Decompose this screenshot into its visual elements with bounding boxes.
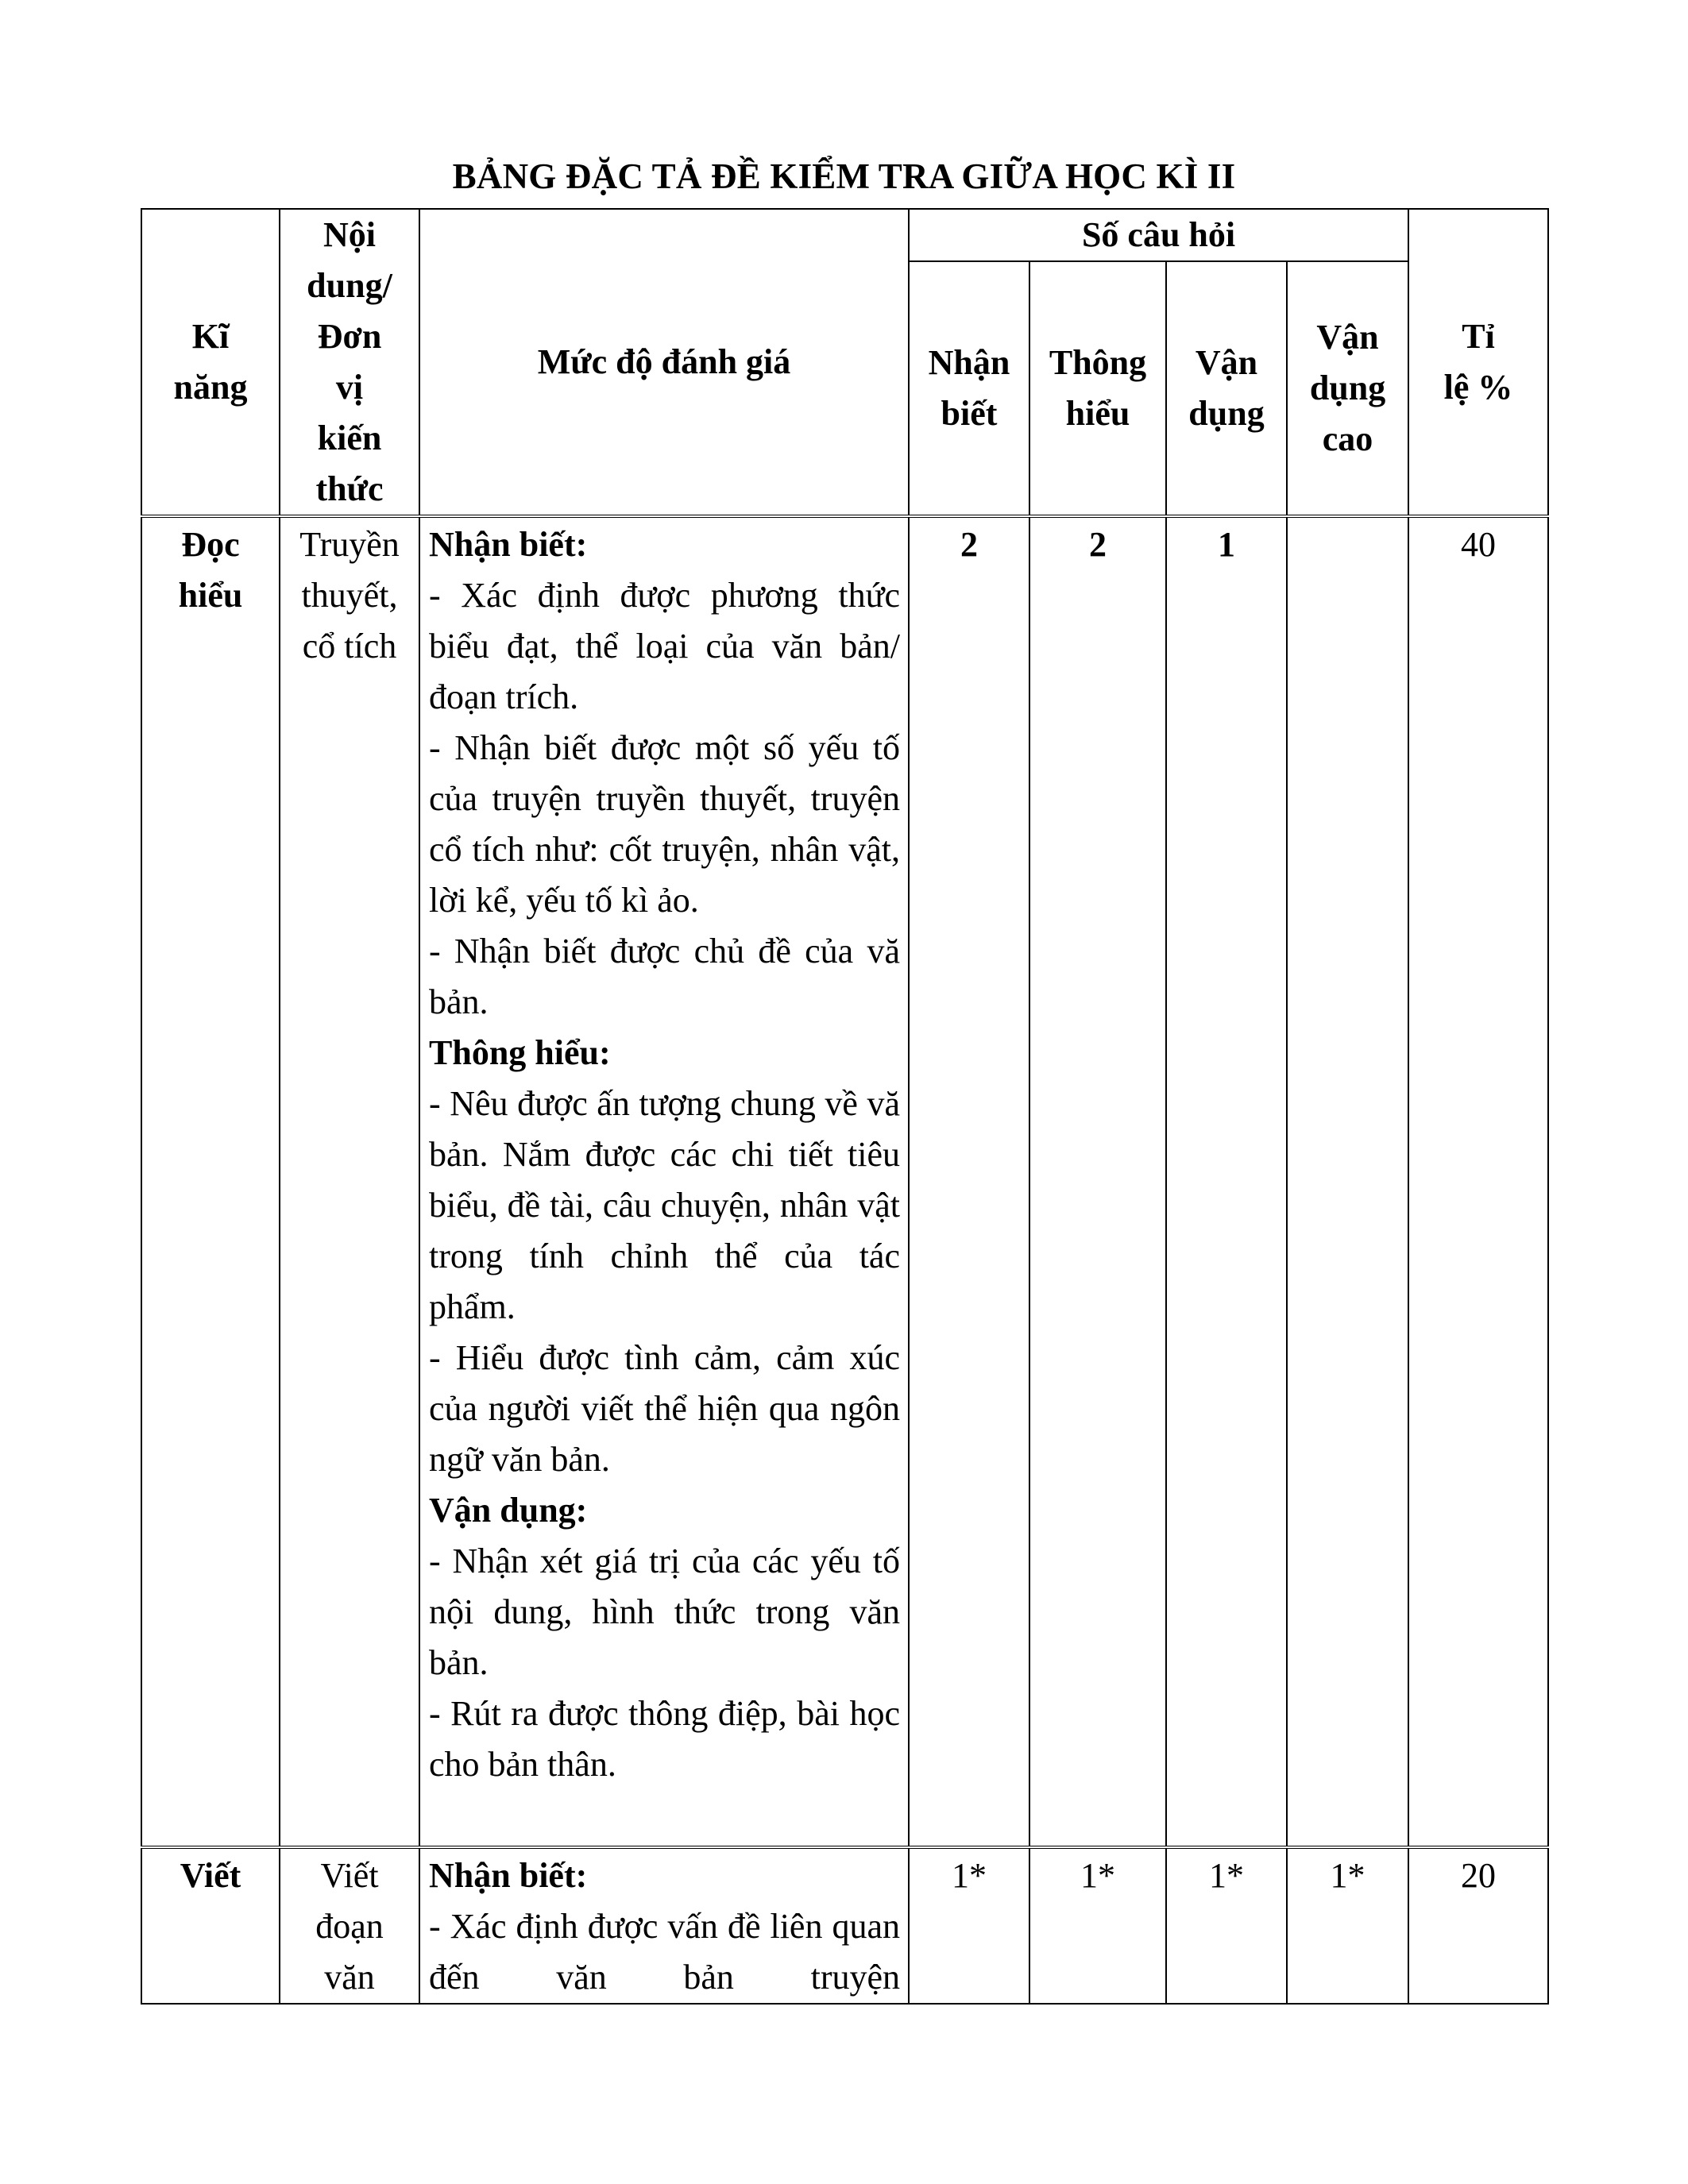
skill-cell bbox=[141, 516, 280, 1847]
header-criteria: Mức độ đánh giá bbox=[419, 209, 909, 516]
header-level-application bbox=[1166, 261, 1287, 516]
header-level-line: cao bbox=[1322, 419, 1373, 458]
count-application: 1 bbox=[1166, 516, 1287, 1847]
unit-line: Truyền bbox=[299, 525, 400, 564]
header-level-line: dụng bbox=[1188, 394, 1265, 433]
criteria-item: - Hiểu được tình cảm, cảm xúc của người viết thể hiện qua ngôn ngữ văn bản. bbox=[429, 1338, 900, 1479]
table-row bbox=[141, 516, 1548, 1847]
header-level-high-application bbox=[1287, 261, 1408, 516]
header-level-line: biết bbox=[941, 394, 998, 433]
header-unit-line: Nội bbox=[323, 215, 376, 254]
document-title: BẢNG ĐẶC TẢ ĐỀ KIỂM TRA GIỮA HỌC KÌ II bbox=[452, 156, 1236, 196]
header-unit-line: kiến bbox=[317, 419, 382, 457]
header-unit-line: dung/ bbox=[307, 266, 392, 305]
table-row bbox=[141, 1847, 1548, 2004]
header-level-line: Nhận bbox=[928, 343, 1010, 382]
unit-line: thuyết, bbox=[301, 576, 398, 615]
count-comprehension: 2 bbox=[1029, 516, 1166, 1847]
skill-line: Viết bbox=[180, 1856, 241, 1895]
count-recognition: 1* bbox=[909, 1847, 1029, 2004]
count-high-application: 1* bbox=[1287, 1847, 1408, 2004]
count-application: 1* bbox=[1166, 1847, 1287, 2004]
header-skill-line: năng bbox=[173, 368, 248, 407]
unit-cell bbox=[280, 1847, 419, 2004]
header-question-count: Số câu hỏi bbox=[909, 209, 1408, 261]
header-ratio-line: Tỉ bbox=[1462, 317, 1495, 356]
header-level-comprehension bbox=[1029, 261, 1166, 516]
criteria-item: - Rút ra được thông điệp, bài học cho bản thân. bbox=[429, 1694, 900, 1784]
level-heading: Nhận biết: bbox=[429, 525, 588, 564]
skill-cell bbox=[141, 1847, 280, 2004]
skill-line: hiểu bbox=[178, 576, 243, 615]
header-unit bbox=[280, 209, 419, 516]
count-high-application bbox=[1287, 516, 1408, 1847]
header-level-line: dụng bbox=[1309, 369, 1386, 407]
header-level-line: Thông bbox=[1049, 343, 1147, 382]
unit-line: cổ tích bbox=[302, 627, 397, 666]
level-heading: Thông hiểu: bbox=[429, 1033, 611, 1072]
criteria-cell bbox=[419, 516, 909, 1847]
header-level-line: hiểu bbox=[1065, 394, 1130, 433]
criteria-item: - Nhận biết được một số yếu tố của truyện truyền thuyết, truyện cổ tích như: cốt truyện, nhân vật, lời kể, yếu tố kì ảo. bbox=[429, 728, 900, 920]
ratio-value: 20 bbox=[1408, 1847, 1548, 2004]
criteria-item: - Xác định được vấn đề liên quan đến văn bản truyện bbox=[429, 1907, 900, 1997]
level-heading: Vận dụng: bbox=[429, 1491, 588, 1530]
unit-cell bbox=[280, 516, 419, 1847]
criteria-item: - Xác định được phương thức biểu đạt, thể loại của văn bản/ đoạn trích. bbox=[429, 576, 900, 716]
header-unit-line: thức bbox=[315, 469, 384, 508]
criteria-item: - Nêu được ấn tượng chung về vă bản. Nắm được các chi tiết tiêu biểu, đề tài, câu chuyện, nhân vật trong tính chỉnh thể của tác phẩm. bbox=[429, 1084, 900, 1326]
unit-line: Viết bbox=[320, 1856, 379, 1895]
skill-line: Đọc bbox=[181, 525, 240, 564]
count-comprehension: 1* bbox=[1029, 1847, 1166, 2004]
unit-line: văn bbox=[324, 1958, 375, 1997]
criteria-item: - Nhận biết được chủ đề của vă bản. bbox=[429, 932, 900, 1021]
header-skill bbox=[141, 209, 280, 516]
header-skill-line: Kĩ bbox=[191, 317, 230, 356]
header-level-recognition bbox=[909, 261, 1029, 516]
criteria-item: - Nhận xét giá trị của các yếu tố nội dung, hình thức trong văn bản. bbox=[429, 1542, 900, 1682]
header-unit-line: Đơn bbox=[317, 317, 382, 356]
header-unit-line: vị bbox=[335, 368, 364, 407]
header-level-line: Vận bbox=[1316, 318, 1379, 357]
header-ratio bbox=[1408, 209, 1548, 516]
ratio-value: 40 bbox=[1408, 516, 1548, 1847]
criteria-cell bbox=[419, 1847, 909, 2004]
level-heading: Nhận biết: bbox=[429, 1856, 588, 1895]
header-ratio-line: lệ % bbox=[1443, 368, 1513, 407]
count-recognition: 2 bbox=[909, 516, 1029, 1847]
unit-line: đoạn bbox=[315, 1907, 384, 1946]
specification-table bbox=[141, 208, 1549, 2005]
header-level-line: Vận bbox=[1195, 343, 1258, 382]
